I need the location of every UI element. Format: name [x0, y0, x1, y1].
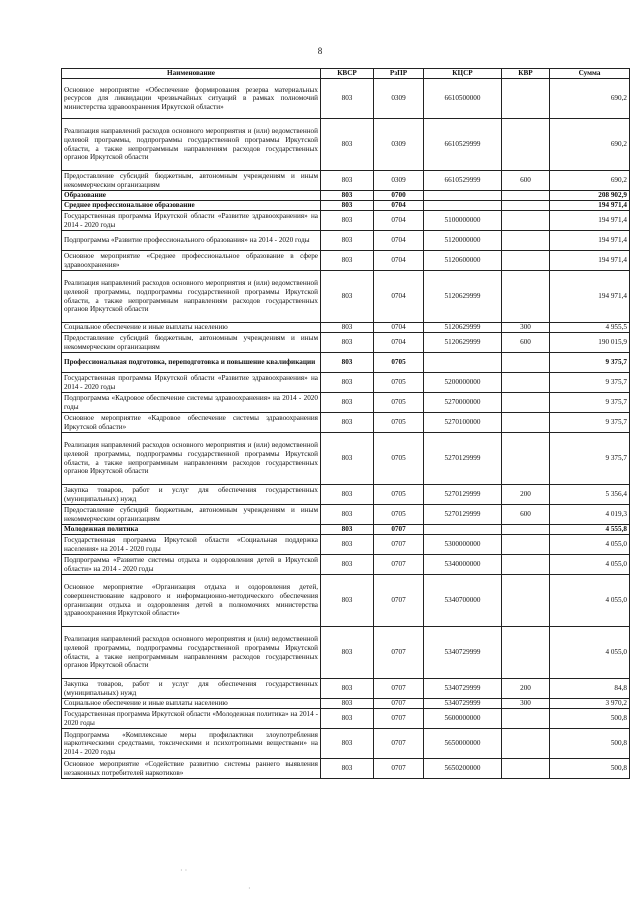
table-row	[62, 323, 630, 333]
row-kvsr: 803	[321, 505, 374, 525]
row-name: Государственная программа Иркутской области «Социальная поддержка населения» на 2014 - 2020 годы	[62, 535, 321, 555]
table-row	[62, 79, 630, 119]
row-kvr: 300	[502, 323, 550, 333]
row-sum: 3 970,2	[550, 699, 630, 709]
row-rzpr: 0707	[374, 759, 424, 779]
row-name: Закупка товаров, работ и услуг для обеспечения государственных (муниципальных) нужд	[62, 485, 321, 505]
row-kvr	[502, 575, 550, 627]
row-rzpr: 0309	[374, 79, 424, 119]
row-sum: 5 356,4	[550, 485, 630, 505]
table-row	[62, 505, 630, 525]
page-number: 8	[317, 46, 323, 56]
row-kvsr: 803	[321, 271, 374, 323]
row-kvr	[502, 393, 550, 413]
row-kcsr: 5650000000	[424, 729, 502, 759]
row-rzpr: 0704	[374, 231, 424, 251]
row-kcsr: 5340000000	[424, 555, 502, 575]
row-rzpr: 0705	[374, 373, 424, 393]
row-name: Реализация направлений расходов основного мероприятия и (или) ведомственной целевой программы, подпрограммы государственной программы Иркутской области, а также непрограммным направлениям расходов государственных органов Иркутской области	[62, 271, 321, 323]
row-sum: 4 055,0	[550, 575, 630, 627]
row-kvsr: 803	[321, 709, 374, 729]
row-kvr: 200	[502, 679, 550, 699]
row-kvsr: 803	[321, 729, 374, 759]
row-rzpr: 0707	[374, 627, 424, 679]
row-kvr	[502, 201, 550, 211]
table-row	[62, 679, 630, 699]
table-row	[62, 759, 630, 779]
row-kcsr: 5600000000	[424, 709, 502, 729]
row-rzpr: 0705	[374, 353, 424, 373]
row-rzpr: 0707	[374, 535, 424, 555]
table-row	[62, 201, 630, 211]
header-kvr: КВР	[502, 69, 550, 79]
table-row	[62, 699, 630, 709]
row-sum: 9 375,7	[550, 353, 630, 373]
row-sum: 4 055,0	[550, 627, 630, 679]
table-row	[62, 393, 630, 413]
row-kvsr: 803	[321, 393, 374, 413]
row-kvsr: 803	[321, 555, 374, 575]
row-kcsr: 6610529999	[424, 171, 502, 191]
row-kvr	[502, 433, 550, 485]
row-rzpr: 0705	[374, 393, 424, 413]
row-name: Основное мероприятие «Содействие развитию системы раннего выявления незаконных потребителей наркотиков»	[62, 759, 321, 779]
row-name: Социальное обеспечение и иные выплаты населению	[62, 699, 321, 709]
row-kvr	[502, 627, 550, 679]
row-kcsr: 5120000000	[424, 231, 502, 251]
row-kvr	[502, 373, 550, 393]
row-kcsr: 5340729999	[424, 699, 502, 709]
row-kvr	[502, 729, 550, 759]
row-kvr	[502, 759, 550, 779]
row-name: Реализация направлений расходов основного мероприятия и (или) ведомственной целевой программы, подпрограммы государственной программы Иркутской области, а также непрограммным направлениям расходов государственных органов Иркутской области	[62, 627, 321, 679]
row-kvr	[502, 353, 550, 373]
row-sum: 194 971,4	[550, 201, 630, 211]
row-name: Реализация направлений расходов основного мероприятия и (или) ведомственной целевой программы, подпрограммы государственной программы Иркутской области, а также непрограммным направлениям расходов государственных органов Иркутской области	[62, 433, 321, 485]
row-kvsr: 803	[321, 171, 374, 191]
table-row	[62, 525, 630, 535]
header-kvsr: КВСР	[321, 69, 374, 79]
row-kvr	[502, 211, 550, 231]
row-rzpr: 0705	[374, 433, 424, 485]
row-kvsr: 803	[321, 525, 374, 535]
row-kvr	[502, 271, 550, 323]
row-kvr: 300	[502, 699, 550, 709]
row-kcsr: 5120600000	[424, 251, 502, 271]
row-kvr: 600	[502, 171, 550, 191]
table-row	[62, 191, 630, 201]
row-sum: 690,2	[550, 171, 630, 191]
row-rzpr: 0309	[374, 171, 424, 191]
table-row	[62, 353, 630, 373]
table-row	[62, 333, 630, 353]
row-name: Государственная программа Иркутской области «Развитие здравоохранения» на 2014 - 2020 годы	[62, 211, 321, 231]
row-rzpr: 0705	[374, 505, 424, 525]
row-kcsr: 5340729999	[424, 627, 502, 679]
row-kcsr: 6610500000	[424, 79, 502, 119]
row-name: Основное мероприятие «Организация отдыха и оздоровления детей, совершенствование кадрового и информационно-методического обеспечения организации отдыха и оздоровления детей в полномочиях министерства здравоохранения Иркутской области»	[62, 575, 321, 627]
scan-artifact: ·	[248, 884, 251, 893]
row-kvr	[502, 231, 550, 251]
table-row	[62, 171, 630, 191]
scan-artifact: · ·	[180, 866, 188, 875]
row-name: Основное мероприятие «Среднее профессиональное образование в сфере здравоохранения»	[62, 251, 321, 271]
row-kvsr: 803	[321, 323, 374, 333]
table-row	[62, 729, 630, 759]
row-kvsr: 803	[321, 191, 374, 201]
row-kvsr: 803	[321, 627, 374, 679]
row-rzpr: 0707	[374, 575, 424, 627]
row-name: Государственная программа Иркутской области «Развитие здравоохранения» на 2014 - 2020 годы	[62, 373, 321, 393]
header-rzpr: РзПР	[374, 69, 424, 79]
row-sum: 500,8	[550, 729, 630, 759]
row-sum: 9 375,7	[550, 433, 630, 485]
row-rzpr: 0707	[374, 699, 424, 709]
table-row	[62, 535, 630, 555]
row-kcsr: 5270129999	[424, 433, 502, 485]
row-kvsr: 803	[321, 201, 374, 211]
row-kvsr: 803	[321, 373, 374, 393]
row-kvsr: 803	[321, 575, 374, 627]
row-rzpr: 0705	[374, 413, 424, 433]
row-kvsr: 803	[321, 759, 374, 779]
row-kvsr: 803	[321, 119, 374, 171]
row-name: Подпрограмма «Развитие профессионального образования» на 2014 - 2020 годы	[62, 231, 321, 251]
row-kcsr: 5340700000	[424, 575, 502, 627]
row-kvsr: 803	[321, 79, 374, 119]
table-row	[62, 211, 630, 231]
row-sum: 194 971,4	[550, 271, 630, 323]
row-name: Закупка товаров, работ и услуг для обеспечения государственных (муниципальных) нужд	[62, 679, 321, 699]
row-rzpr: 0704	[374, 251, 424, 271]
table-row	[62, 575, 630, 627]
row-rzpr: 0700	[374, 191, 424, 201]
row-kcsr	[424, 191, 502, 201]
row-kvr	[502, 79, 550, 119]
row-kcsr: 5100000000	[424, 211, 502, 231]
row-sum: 4 019,3	[550, 505, 630, 525]
budget-table	[61, 68, 630, 779]
row-name: Государственная программа Иркутской области «Молодежная политика» на 2014 - 2020 годы	[62, 709, 321, 729]
row-kcsr: 5340729999	[424, 679, 502, 699]
table-row	[62, 119, 630, 171]
row-sum: 4 555,8	[550, 525, 630, 535]
row-rzpr: 0704	[374, 201, 424, 211]
row-kcsr: 5300000000	[424, 535, 502, 555]
row-kvsr: 803	[321, 535, 374, 555]
row-sum: 690,2	[550, 119, 630, 171]
table-row	[62, 413, 630, 433]
row-name: Предоставление субсидий бюджетным, автономным учреждениям и иным некоммерческим организациям	[62, 505, 321, 525]
row-sum: 208 902,9	[550, 191, 630, 201]
row-kcsr: 5270129999	[424, 485, 502, 505]
row-rzpr: 0707	[374, 525, 424, 535]
row-sum: 194 971,4	[550, 211, 630, 231]
row-sum: 194 971,4	[550, 231, 630, 251]
header-name: Наименование	[62, 69, 321, 79]
row-kvsr: 803	[321, 433, 374, 485]
row-name: Основное мероприятие «Обеспечение формирования резерва материальных ресурсов для ликвидации чрезвычайных ситуаций в рамках полномочий министерства здравоохранения Иркутской области»	[62, 79, 321, 119]
row-kvsr: 803	[321, 333, 374, 353]
table-row	[62, 373, 630, 393]
row-kvr	[502, 191, 550, 201]
row-sum: 194 971,4	[550, 251, 630, 271]
row-kvsr: 803	[321, 251, 374, 271]
row-kcsr: 6610529999	[424, 119, 502, 171]
table-row	[62, 555, 630, 575]
row-kvr: 200	[502, 485, 550, 505]
row-kcsr	[424, 201, 502, 211]
row-kcsr: 5270000000	[424, 393, 502, 413]
row-kcsr: 5200000000	[424, 373, 502, 393]
row-sum: 9 375,7	[550, 393, 630, 413]
row-kcsr: 5650200000	[424, 759, 502, 779]
row-name: Профессиональная подготовка, переподготовка и повышение квалификации	[62, 353, 321, 373]
row-kvsr: 803	[321, 679, 374, 699]
row-kcsr	[424, 525, 502, 535]
table-row	[62, 709, 630, 729]
row-kvr	[502, 413, 550, 433]
header-kcsr: КЦСР	[424, 69, 502, 79]
row-kvsr: 803	[321, 211, 374, 231]
row-sum: 500,8	[550, 709, 630, 729]
row-kvr	[502, 555, 550, 575]
row-kcsr: 5120629999	[424, 271, 502, 323]
row-name: Подпрограмма «Развитие системы отдыха и оздоровления детей в Иркутской области» на 2014 - 2020 годы	[62, 555, 321, 575]
row-name: Среднее профессиональное образование	[62, 201, 321, 211]
table-row	[62, 271, 630, 323]
row-kcsr: 5270100000	[424, 413, 502, 433]
row-rzpr: 0704	[374, 333, 424, 353]
row-kvsr: 803	[321, 413, 374, 433]
row-kvsr: 803	[321, 485, 374, 505]
row-name: Предоставление субсидий бюджетным, автономным учреждениям и иным некоммерческим организациям	[62, 333, 321, 353]
row-name: Предоставление субсидий бюджетным, автономным учреждениям и иным некоммерческим организациям	[62, 171, 321, 191]
row-sum: 4 955,5	[550, 323, 630, 333]
table-body	[62, 79, 630, 779]
row-kcsr: 5120629999	[424, 333, 502, 353]
row-rzpr: 0704	[374, 271, 424, 323]
row-kvr	[502, 709, 550, 729]
row-name: Подпрограмма «Комплексные меры профилактики злоупотребления наркотическими средствами, токсическими и психотропными веществами» на 2014 - 2020 годы	[62, 729, 321, 759]
row-rzpr: 0707	[374, 729, 424, 759]
row-sum: 4 055,0	[550, 555, 630, 575]
row-sum: 9 375,7	[550, 373, 630, 393]
row-kvr	[502, 251, 550, 271]
row-name: Подпрограмма «Кадровое обеспечение системы здравоохранения» на 2014 - 2020 годы	[62, 393, 321, 413]
row-sum: 84,8	[550, 679, 630, 699]
row-sum: 690,2	[550, 79, 630, 119]
table-row	[62, 627, 630, 679]
table-row	[62, 231, 630, 251]
row-kcsr: 5120629999	[424, 323, 502, 333]
row-kvsr: 803	[321, 699, 374, 709]
table-row	[62, 433, 630, 485]
table-header-row	[62, 69, 630, 79]
row-kvsr: 803	[321, 353, 374, 373]
row-rzpr: 0309	[374, 119, 424, 171]
row-kcsr	[424, 353, 502, 373]
row-rzpr: 0704	[374, 211, 424, 231]
row-kvr: 600	[502, 333, 550, 353]
row-name: Образование	[62, 191, 321, 201]
row-rzpr: 0704	[374, 323, 424, 333]
row-kvr	[502, 535, 550, 555]
row-rzpr: 0707	[374, 709, 424, 729]
row-rzpr: 0707	[374, 679, 424, 699]
row-sum: 500,8	[550, 759, 630, 779]
row-sum: 190 015,9	[550, 333, 630, 353]
table-row	[62, 251, 630, 271]
row-kvr	[502, 525, 550, 535]
row-rzpr: 0705	[374, 485, 424, 505]
row-kvr	[502, 119, 550, 171]
row-name: Социальное обеспечение и иные выплаты населению	[62, 323, 321, 333]
header-sum: Сумма	[550, 69, 630, 79]
row-rzpr: 0707	[374, 555, 424, 575]
row-kvsr: 803	[321, 231, 374, 251]
row-sum: 4 055,0	[550, 535, 630, 555]
row-kvr: 600	[502, 505, 550, 525]
row-name: Основное мероприятие «Кадровое обеспечение системы здравоохранения Иркутской области»	[62, 413, 321, 433]
row-name: Реализация направлений расходов основного мероприятия и (или) ведомственной целевой программы, подпрограммы государственной программы Иркутской области, а также непрограммным направлениям расходов государственных органов Иркутской области	[62, 119, 321, 171]
row-name: Молодежная политика	[62, 525, 321, 535]
row-sum: 9 375,7	[550, 413, 630, 433]
row-kcsr: 5270129999	[424, 505, 502, 525]
table-row	[62, 485, 630, 505]
